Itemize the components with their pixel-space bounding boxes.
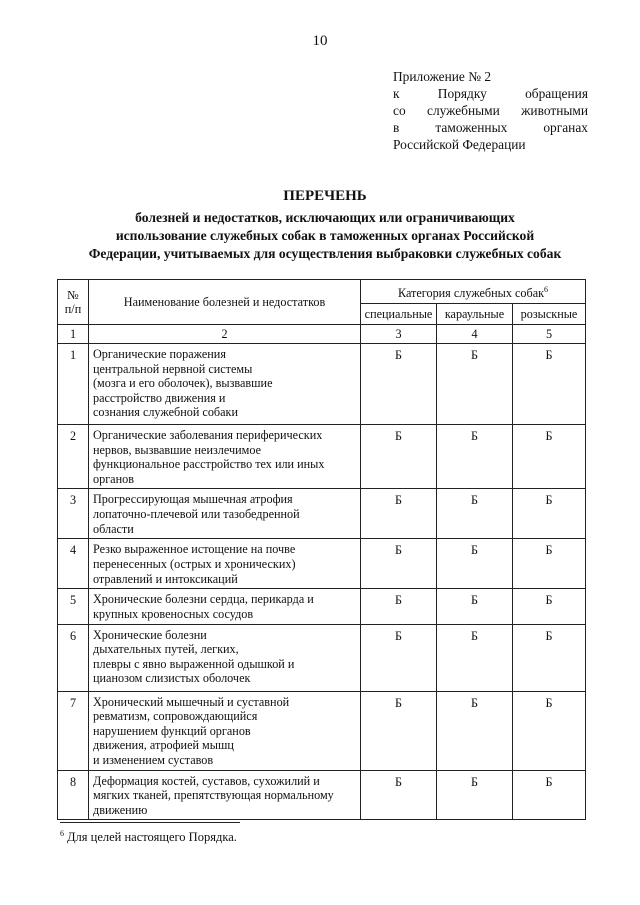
category-mark: Б (361, 691, 437, 770)
category-mark: Б (513, 691, 586, 770)
disease-name-line: (мозга и его оболочек), вызвавшие (93, 376, 273, 391)
disease-name (89, 539, 361, 589)
category-mark: Б (437, 344, 513, 425)
disease-name (89, 344, 361, 425)
disease-name-line: плевры с явно выраженной одышкой и (93, 656, 295, 671)
disease-name-line: Хронический мышечный и суставной (93, 694, 290, 709)
appendix-line: к Порядку обращения (393, 86, 588, 101)
footnote-mark: 6 (544, 284, 549, 294)
header-name: Наименование болезней и недостатков (89, 280, 361, 325)
footnote-number: 6 (60, 829, 64, 838)
category-mark: Б (361, 344, 437, 425)
category-mark: Б (513, 489, 586, 539)
row-number: 6 (58, 624, 89, 691)
disease-name-line: ревматизм, сопровождающийся (93, 709, 258, 724)
header-category: Категория служебных собак$^6$ (361, 280, 586, 304)
disease-name (89, 770, 361, 820)
category-mark: Б (513, 589, 586, 624)
disease-name-line: Органические заболевания периферических (93, 428, 323, 442)
disease-name-line: расстройство движения и (93, 390, 226, 405)
category-mark: Б (513, 539, 586, 589)
title: ПЕРЕЧЕНЬ (283, 188, 367, 204)
category-mark: Б (361, 539, 437, 589)
disease-name (89, 425, 361, 489)
category-mark: Б (437, 539, 513, 589)
category-mark: Б (361, 425, 437, 489)
disease-name-line: отравлений и интоксикаций (93, 571, 238, 586)
disease-name-line: нервов, вызвавшие неизлечимое (93, 442, 261, 457)
appendix-line: в таможенных органах (393, 120, 588, 135)
header-num: № п/п (58, 280, 89, 325)
appendix-line: Приложение № 2 (393, 69, 492, 84)
footnote: $^6$ Для целей настоящего Порядка. (60, 829, 237, 845)
category-mark: Б (437, 770, 513, 820)
disease-name-line: центральной нервной системы (93, 361, 253, 376)
category-mark: Б (437, 489, 513, 539)
row-number: 1 (58, 344, 89, 425)
category-mark: Б (513, 344, 586, 425)
disease-name-line: Хронические болезни сердца, перикарда и (93, 592, 314, 607)
row-number: 8 (58, 770, 89, 820)
disease-name-line: нарушением функций органов (93, 723, 251, 738)
subtitle: болезней и недостатков, исключающих или ограничивающих использование служебных собак в таможенных органах Российской Федерации, учитываемых для осуществления выбраковки служебных собак (88, 210, 562, 261)
category-mark: Б (361, 589, 437, 624)
category-mark: Б (361, 770, 437, 820)
disease-name-line: движения, атрофией мышц (93, 738, 234, 753)
disease-name (89, 589, 361, 624)
table-row (58, 489, 586, 539)
disease-name (89, 624, 361, 691)
header-special: специальные (361, 304, 437, 325)
appendix-line: со служебными животными (393, 103, 588, 118)
category-mark: Б (437, 425, 513, 489)
row-number: 4 (58, 539, 89, 589)
category-mark: Б (361, 489, 437, 539)
disease-name-line: движению (93, 802, 148, 817)
disease-name-line: Хронические болезни (93, 627, 207, 642)
disease-name-line: функциональное расстройство тех или иных (93, 457, 325, 472)
disease-name-line: дыхательных путей, легких, (93, 642, 239, 657)
disease-name-line: цианозом слизистых оболочек (93, 671, 251, 686)
table-row (58, 691, 586, 770)
disease-name (89, 489, 361, 539)
table-row (58, 425, 586, 489)
disease-name-line: области (93, 521, 134, 536)
header-search: розыскные (513, 304, 586, 325)
table-row (58, 539, 586, 589)
index-row: 1 2 3 4 5 (58, 325, 586, 344)
category-mark: Б (437, 691, 513, 770)
footnote-divider (60, 822, 240, 823)
disease-name-line: Прогрессирующая мышечная атрофия (93, 492, 293, 507)
diseases-table (57, 279, 586, 820)
page-number: 10 (312, 33, 328, 49)
disease-name-line: и изменением суставов (93, 752, 214, 767)
disease-name-line: сознания служебной собаки (93, 405, 238, 420)
category-mark: Б (437, 589, 513, 624)
table-row (58, 770, 586, 820)
appendix-block (393, 68, 588, 153)
row-number: 2 (58, 425, 89, 489)
disease-name-line: мягких тканей, препятствующая нормальному (93, 788, 334, 803)
row-number: 5 (58, 589, 89, 624)
table-row (58, 624, 586, 691)
disease-name-line: перенесенных (острых и хронических) (93, 556, 296, 571)
disease-name-line: Резко выраженное истощение на почве (93, 542, 296, 557)
disease-name-line: Деформация костей, суставов, сухожилий и (93, 773, 320, 788)
disease-name-line: крупных кровеносных сосудов (93, 606, 254, 621)
category-mark: Б (361, 624, 437, 691)
document-title (55, 188, 595, 263)
table-row (58, 589, 586, 624)
disease-name-line: лопаточно-плечевой или тазобедренной (93, 506, 300, 521)
header-guard: караульные (437, 304, 513, 325)
disease-name (89, 691, 361, 770)
category-mark: Б (437, 624, 513, 691)
category-mark: Б (513, 425, 586, 489)
row-number: 7 (58, 691, 89, 770)
disease-name-line: органов (93, 471, 134, 486)
disease-name-line: Органические поражения (93, 347, 226, 361)
row-number: 3 (58, 489, 89, 539)
table-row (58, 344, 586, 425)
category-mark: Б (513, 770, 586, 820)
appendix-line: Российской Федерации (393, 137, 526, 152)
category-mark: Б (513, 624, 586, 691)
